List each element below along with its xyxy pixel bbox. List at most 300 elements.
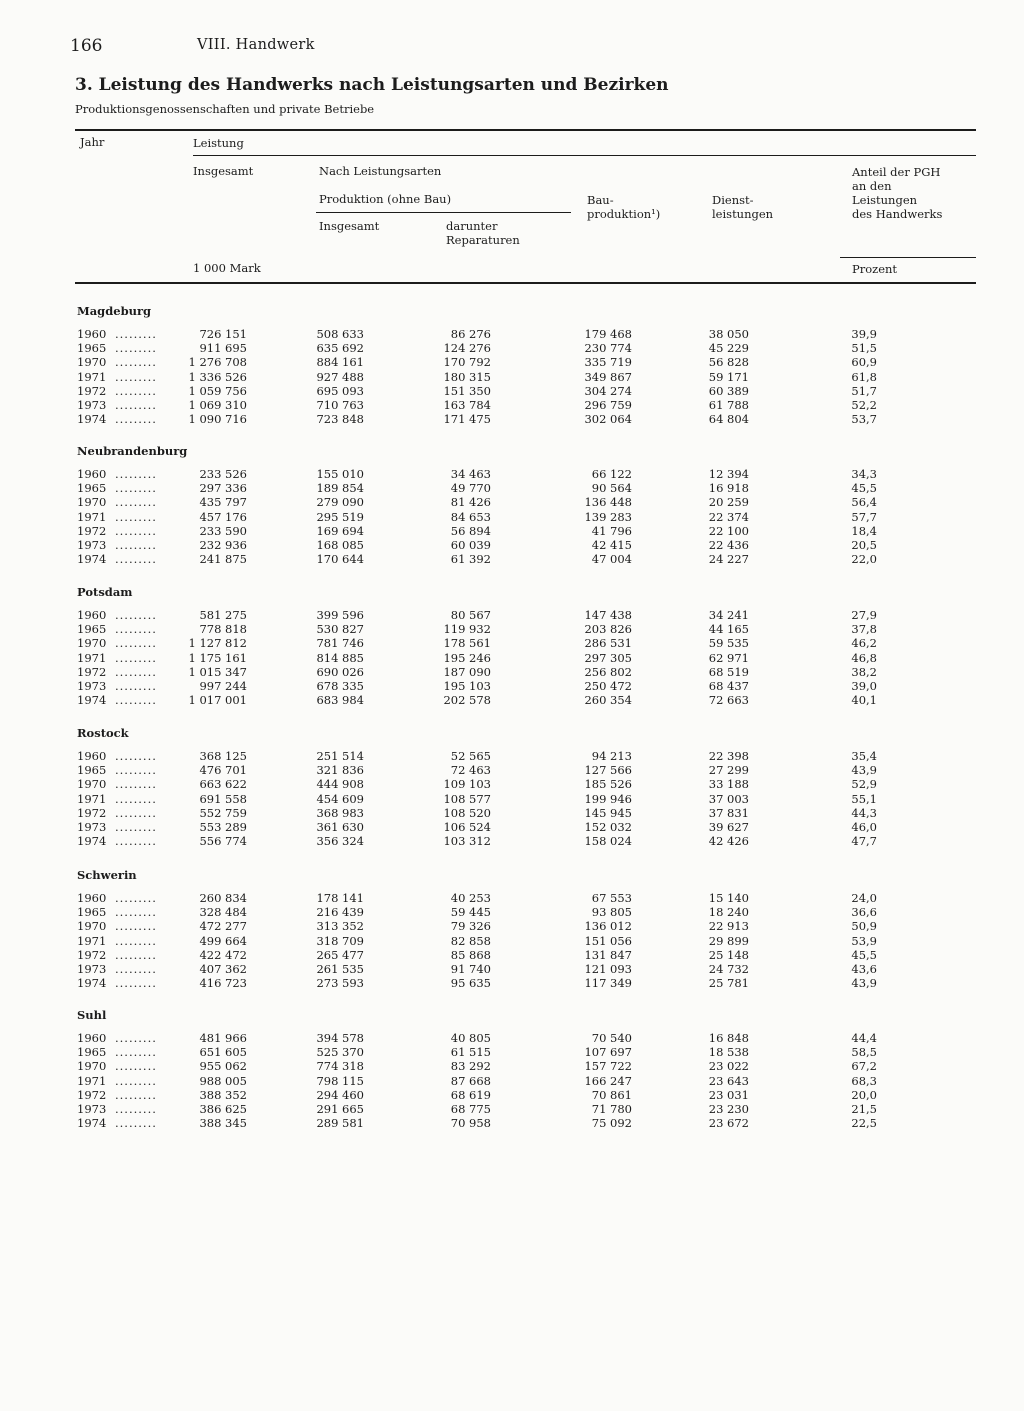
leader-dots: ......... — [115, 791, 157, 806]
cell-insgesamt: 726 151 — [199, 327, 247, 341]
col-darunter — [446, 219, 520, 247]
col-darunter-line2: Reparaturen — [446, 233, 520, 247]
cell-anteil-pgh: 46,2 — [851, 636, 877, 651]
col-anteil-pgh — [852, 165, 942, 221]
cell-insgesamt: 663 622 — [199, 777, 247, 792]
cell-reparaturen: 202 578 — [443, 693, 491, 708]
cell-dienstleistungen: 23 230 — [708, 1102, 749, 1116]
cell-produktion: 361 630 — [316, 820, 364, 834]
leader-dots: ......... — [115, 947, 157, 962]
cell-anteil-pgh: 40,1 — [851, 693, 877, 708]
cell-insgesamt: 416 723 — [199, 976, 247, 991]
leader-dots: ......... — [115, 412, 157, 427]
cell-insgesamt: 691 558 — [199, 791, 247, 806]
cell-dienstleistungen: 39 627 — [708, 820, 749, 834]
cell-insgesamt: 778 818 — [199, 622, 247, 637]
cell-anteil-pgh: 36,6 — [851, 905, 877, 920]
leader-dots: ......... — [115, 1059, 157, 1074]
leader-dots: ......... — [115, 820, 157, 834]
cell-bauproduktion: 230 774 — [584, 341, 632, 356]
col-anteil-line1: Anteil der PGH — [852, 165, 941, 179]
cell-produktion: 814 885 — [316, 650, 364, 665]
col-bauproduktion — [587, 193, 660, 221]
cell-dienstleistungen: 56 828 — [708, 355, 749, 370]
cell-produktion: 444 908 — [316, 777, 364, 792]
leader-dots: ......... — [115, 664, 157, 679]
region-heading: Suhl — [77, 1008, 107, 1022]
cell-bauproduktion: 75 092 — [591, 1116, 632, 1131]
cell-insgesamt: 1 059 756 — [188, 383, 247, 398]
cell-reparaturen: 95 635 — [450, 976, 491, 991]
cell-produktion: 508 633 — [316, 327, 364, 341]
cell-reparaturen: 87 668 — [450, 1073, 491, 1088]
cell-anteil-pgh: 68,3 — [851, 1073, 877, 1088]
cell-dienstleistungen: 23 672 — [708, 1116, 749, 1131]
cell-anteil-pgh: 43,9 — [851, 976, 877, 991]
leader-dots: ......... — [115, 622, 157, 637]
cell-dienstleistungen: 59 535 — [708, 636, 749, 651]
leader-dots: ......... — [115, 523, 157, 538]
cell-produktion: 318 709 — [316, 933, 364, 948]
cell-produktion: 723 848 — [316, 412, 364, 427]
cell-produktion: 798 115 — [316, 1073, 364, 1088]
cell-anteil-pgh: 20,0 — [851, 1087, 877, 1102]
cell-dienstleistungen: 72 663 — [708, 693, 749, 708]
cell-dienstleistungen: 59 171 — [708, 369, 749, 384]
cell-bauproduktion: 67 553 — [591, 891, 632, 905]
leader-dots: ......... — [115, 355, 157, 370]
cell-dienstleistungen: 12 394 — [708, 467, 749, 481]
cell-reparaturen: 40 253 — [450, 891, 491, 905]
cell-reparaturen: 103 312 — [443, 834, 491, 849]
cell-insgesamt: 1 276 708 — [188, 355, 247, 370]
cell-produktion: 169 694 — [316, 523, 364, 538]
year-cell: 1971 — [77, 1073, 107, 1088]
year-cell: 1973 — [77, 538, 107, 552]
cell-anteil-pgh: 51,7 — [851, 383, 877, 398]
leader-dots: ......... — [115, 962, 157, 976]
cell-anteil-pgh: 46,8 — [851, 650, 877, 665]
cell-produktion: 295 519 — [316, 509, 364, 524]
cell-anteil-pgh: 39,9 — [851, 327, 877, 341]
cell-bauproduktion: 151 056 — [584, 933, 632, 948]
leistung-rule — [193, 155, 976, 156]
table-title: 3. Leistung des Handwerks nach Leistungsarten und Bezirken — [75, 75, 669, 95]
cell-anteil-pgh: 61,8 — [851, 369, 877, 384]
cell-anteil-pgh: 22,5 — [851, 1116, 877, 1131]
cell-produktion: 710 763 — [316, 398, 364, 412]
cell-reparaturen: 59 445 — [450, 905, 491, 920]
cell-insgesamt: 386 625 — [199, 1102, 247, 1116]
leader-dots: ......... — [115, 749, 157, 763]
cell-produktion: 168 085 — [316, 538, 364, 552]
cell-reparaturen: 82 858 — [450, 933, 491, 948]
cell-bauproduktion: 94 213 — [591, 749, 632, 763]
col-produktion-ohne-bau: Produktion (ohne Bau) — [319, 192, 452, 206]
unit-mark: 1 000 Mark — [193, 261, 261, 275]
year-cell: 1972 — [77, 1087, 107, 1102]
year-cell: 1970 — [77, 777, 107, 792]
cell-bauproduktion: 66 122 — [591, 467, 632, 481]
year-cell: 1974 — [77, 693, 107, 708]
leader-dots: ......... — [115, 679, 157, 693]
cell-insgesamt: 955 062 — [199, 1059, 247, 1074]
cell-insgesamt: 260 834 — [199, 891, 247, 905]
cell-produktion: 294 460 — [316, 1087, 364, 1102]
cell-insgesamt: 552 759 — [199, 805, 247, 820]
leader-dots: ......... — [115, 398, 157, 412]
cell-bauproduktion: 250 472 — [584, 679, 632, 693]
cell-anteil-pgh: 58,5 — [851, 1045, 877, 1060]
cell-reparaturen: 195 103 — [443, 679, 491, 693]
leader-dots: ......... — [115, 1031, 157, 1045]
cell-produktion: 884 161 — [316, 355, 364, 370]
col-leistung: Leistung — [193, 136, 244, 150]
cell-dienstleistungen: 15 140 — [708, 891, 749, 905]
cell-reparaturen: 151 350 — [443, 383, 491, 398]
year-cell: 1960 — [77, 1031, 107, 1045]
col-anteil-line3: Leistungen — [852, 193, 918, 207]
year-cell: 1974 — [77, 1116, 107, 1131]
cell-insgesamt: 472 277 — [199, 919, 247, 934]
cell-insgesamt: 1 015 347 — [188, 664, 247, 679]
cell-insgesamt: 499 664 — [199, 933, 247, 948]
cell-bauproduktion: 136 012 — [584, 919, 632, 934]
cell-dienstleistungen: 16 918 — [708, 481, 749, 496]
cell-anteil-pgh: 52,2 — [851, 398, 877, 412]
cell-anteil-pgh: 45,5 — [851, 481, 877, 496]
cell-produktion: 683 984 — [316, 693, 364, 708]
col-bau-line1: Bau- — [587, 193, 614, 207]
cell-bauproduktion: 42 415 — [591, 538, 632, 552]
cell-dienstleistungen: 22 100 — [708, 523, 749, 538]
cell-produktion: 635 692 — [316, 341, 364, 356]
header-bottom-rule — [75, 282, 976, 284]
cell-reparaturen: 163 784 — [443, 398, 491, 412]
cell-reparaturen: 109 103 — [443, 777, 491, 792]
cell-anteil-pgh: 20,5 — [851, 538, 877, 552]
cell-bauproduktion: 121 093 — [584, 962, 632, 976]
year-cell: 1970 — [77, 636, 107, 651]
cell-insgesamt: 407 362 — [199, 962, 247, 976]
cell-bauproduktion: 304 274 — [584, 383, 632, 398]
cell-insgesamt: 1 069 310 — [188, 398, 247, 412]
col-insgesamt: Insgesamt — [193, 164, 254, 178]
cell-reparaturen: 80 567 — [450, 608, 491, 622]
cell-reparaturen: 52 565 — [450, 749, 491, 763]
year-cell: 1974 — [77, 412, 107, 427]
cell-anteil-pgh: 52,9 — [851, 777, 877, 792]
cell-bauproduktion: 70 540 — [591, 1031, 632, 1045]
cell-bauproduktion: 41 796 — [591, 523, 632, 538]
cell-dienstleistungen: 24 732 — [708, 962, 749, 976]
cell-bauproduktion: 136 448 — [584, 495, 632, 510]
cell-reparaturen: 68 619 — [450, 1087, 491, 1102]
cell-insgesamt: 435 797 — [199, 495, 247, 510]
cell-produktion: 273 593 — [316, 976, 364, 991]
region-heading: Neubrandenburg — [77, 444, 188, 458]
cell-anteil-pgh: 53,7 — [851, 412, 877, 427]
cell-produktion: 279 090 — [316, 495, 364, 510]
region-heading: Rostock — [77, 726, 129, 740]
leader-dots: ......... — [115, 891, 157, 905]
year-cell: 1974 — [77, 976, 107, 991]
cell-insgesamt: 481 966 — [199, 1031, 247, 1045]
cell-anteil-pgh: 44,4 — [851, 1031, 877, 1045]
cell-dienstleistungen: 23 031 — [708, 1087, 749, 1102]
cell-reparaturen: 34 463 — [450, 467, 491, 481]
leader-dots: ......... — [115, 538, 157, 552]
cell-reparaturen: 61 392 — [450, 552, 491, 567]
cell-reparaturen: 79 326 — [450, 919, 491, 934]
leader-dots: ......... — [115, 933, 157, 948]
cell-insgesamt: 297 336 — [199, 481, 247, 496]
cell-insgesamt: 233 590 — [199, 523, 247, 538]
year-cell: 1973 — [77, 820, 107, 834]
leader-dots: ......... — [115, 495, 157, 510]
cell-reparaturen: 187 090 — [443, 664, 491, 679]
unit-rule — [840, 257, 976, 258]
cell-bauproduktion: 260 354 — [584, 693, 632, 708]
cell-dienstleistungen: 25 781 — [708, 976, 749, 991]
cell-insgesamt: 1 336 526 — [188, 369, 247, 384]
cell-insgesamt: 241 875 — [199, 552, 247, 567]
cell-produktion: 690 026 — [316, 664, 364, 679]
leader-dots: ......... — [115, 919, 157, 934]
cell-anteil-pgh: 45,5 — [851, 947, 877, 962]
cell-produktion: 356 324 — [316, 834, 364, 849]
leader-dots: ......... — [115, 467, 157, 481]
cell-produktion: 394 578 — [316, 1031, 364, 1045]
cell-bauproduktion: 93 805 — [591, 905, 632, 920]
cell-insgesamt: 1 017 001 — [188, 693, 247, 708]
cell-produktion: 781 746 — [316, 636, 364, 651]
cell-bauproduktion: 256 802 — [584, 664, 632, 679]
year-cell: 1960 — [77, 749, 107, 763]
cell-insgesamt: 457 176 — [199, 509, 247, 524]
col-nach-leistungsarten: Nach Leistungsarten — [319, 164, 442, 178]
year-cell: 1971 — [77, 933, 107, 948]
cell-bauproduktion: 139 283 — [584, 509, 632, 524]
cell-insgesamt: 388 352 — [199, 1087, 247, 1102]
cell-bauproduktion: 90 564 — [591, 481, 632, 496]
col-anteil-line4: des Handwerks — [852, 207, 943, 221]
col-dienst-line1: Dienst- — [712, 193, 754, 207]
leader-dots: ......... — [115, 369, 157, 384]
col-dienst-line2: leistungen — [712, 207, 774, 221]
year-cell: 1965 — [77, 905, 107, 920]
region-heading: Magdeburg — [77, 304, 152, 318]
cell-produktion: 155 010 — [316, 467, 364, 481]
cell-anteil-pgh: 21,5 — [851, 1102, 877, 1116]
year-cell: 1974 — [77, 834, 107, 849]
cell-produktion: 321 836 — [316, 763, 364, 778]
cell-dienstleistungen: 18 240 — [708, 905, 749, 920]
leader-dots: ......... — [115, 552, 157, 567]
year-cell: 1970 — [77, 919, 107, 934]
year-cell: 1960 — [77, 467, 107, 481]
year-cell: 1972 — [77, 383, 107, 398]
col-jahr: Jahr — [80, 135, 105, 149]
leader-dots: ......... — [115, 509, 157, 524]
cell-dienstleistungen: 25 148 — [708, 947, 749, 962]
leader-dots: ......... — [115, 1045, 157, 1060]
cell-produktion: 265 477 — [316, 947, 364, 962]
cell-anteil-pgh: 55,1 — [851, 791, 877, 806]
cell-reparaturen: 178 561 — [443, 636, 491, 651]
cell-insgesamt: 422 472 — [199, 947, 247, 962]
cell-bauproduktion: 158 024 — [584, 834, 632, 849]
col-darunter-line1: darunter — [446, 219, 498, 233]
cell-dienstleistungen: 44 165 — [708, 622, 749, 637]
cell-produktion: 170 644 — [316, 552, 364, 567]
cell-anteil-pgh: 47,7 — [851, 834, 877, 849]
cell-produktion: 251 514 — [316, 749, 364, 763]
year-cell: 1970 — [77, 495, 107, 510]
region-heading: Potsdam — [77, 585, 133, 599]
cell-bauproduktion: 131 847 — [584, 947, 632, 962]
produktion-rule — [316, 212, 571, 213]
leader-dots: ......... — [115, 777, 157, 792]
cell-dienstleistungen: 22 436 — [708, 538, 749, 552]
cell-reparaturen: 180 315 — [443, 369, 491, 384]
cell-bauproduktion: 335 719 — [584, 355, 632, 370]
cell-dienstleistungen: 37 003 — [708, 791, 749, 806]
leader-dots: ......... — [115, 650, 157, 665]
year-cell: 1965 — [77, 763, 107, 778]
cell-bauproduktion: 302 064 — [584, 412, 632, 427]
cell-produktion: 695 093 — [316, 383, 364, 398]
cell-bauproduktion: 203 826 — [584, 622, 632, 637]
cell-insgesamt: 556 774 — [199, 834, 247, 849]
cell-insgesamt: 1 090 716 — [188, 412, 247, 427]
cell-bauproduktion: 297 305 — [584, 650, 632, 665]
cell-bauproduktion: 179 468 — [584, 327, 632, 341]
leader-dots: ......... — [115, 693, 157, 708]
cell-produktion: 678 335 — [316, 679, 364, 693]
leader-dots: ......... — [115, 834, 157, 849]
leader-dots: ......... — [115, 1087, 157, 1102]
col-prod-insgesamt: Insgesamt — [319, 219, 380, 233]
cell-bauproduktion: 71 780 — [591, 1102, 632, 1116]
cell-bauproduktion: 185 526 — [584, 777, 632, 792]
cell-anteil-pgh: 43,9 — [851, 763, 877, 778]
year-cell: 1972 — [77, 947, 107, 962]
cell-bauproduktion: 152 032 — [584, 820, 632, 834]
year-cell: 1974 — [77, 552, 107, 567]
cell-bauproduktion: 296 759 — [584, 398, 632, 412]
leader-dots: ......... — [115, 608, 157, 622]
col-anteil-line2: an den — [852, 179, 892, 193]
cell-reparaturen: 83 292 — [450, 1059, 491, 1074]
leader-dots: ......... — [115, 341, 157, 356]
cell-dienstleistungen: 23 022 — [708, 1059, 749, 1074]
cell-dienstleistungen: 16 848 — [708, 1031, 749, 1045]
cell-anteil-pgh: 46,0 — [851, 820, 877, 834]
cell-insgesamt: 476 701 — [199, 763, 247, 778]
leader-dots: ......... — [115, 1116, 157, 1131]
year-cell: 1972 — [77, 664, 107, 679]
table-subtitle: Produktionsgenossenschaften und private Betriebe — [75, 102, 375, 116]
cell-anteil-pgh: 60,9 — [851, 355, 877, 370]
cell-dienstleistungen: 64 804 — [708, 412, 749, 427]
cell-insgesamt: 997 244 — [199, 679, 247, 693]
cell-produktion: 774 318 — [316, 1059, 364, 1074]
cell-reparaturen: 86 276 — [450, 327, 491, 341]
cell-reparaturen: 91 740 — [450, 962, 491, 976]
cell-dienstleistungen: 29 899 — [708, 933, 749, 948]
year-cell: 1973 — [77, 398, 107, 412]
cell-produktion: 216 439 — [316, 905, 364, 920]
cell-anteil-pgh: 38,2 — [851, 664, 877, 679]
region-heading: Schwerin — [77, 868, 137, 882]
cell-dienstleistungen: 42 426 — [708, 834, 749, 849]
cell-produktion: 291 665 — [316, 1102, 364, 1116]
cell-anteil-pgh: 18,4 — [851, 523, 877, 538]
cell-bauproduktion: 127 566 — [584, 763, 632, 778]
cell-insgesamt: 553 289 — [199, 820, 247, 834]
year-cell: 1970 — [77, 355, 107, 370]
cell-insgesamt: 651 605 — [199, 1045, 247, 1060]
cell-insgesamt: 233 526 — [199, 467, 247, 481]
year-cell: 1973 — [77, 1102, 107, 1116]
cell-reparaturen: 119 932 — [443, 622, 491, 637]
cell-dienstleistungen: 62 971 — [708, 650, 749, 665]
cell-dienstleistungen: 22 374 — [708, 509, 749, 524]
cell-insgesamt: 388 345 — [199, 1116, 247, 1131]
cell-anteil-pgh: 24,0 — [851, 891, 877, 905]
leader-dots: ......... — [115, 1102, 157, 1116]
cell-anteil-pgh: 34,3 — [851, 467, 877, 481]
cell-insgesamt: 232 936 — [199, 538, 247, 552]
cell-produktion: 189 854 — [316, 481, 364, 496]
cell-dienstleistungen: 61 788 — [708, 398, 749, 412]
cell-bauproduktion: 147 438 — [584, 608, 632, 622]
cell-bauproduktion: 157 722 — [584, 1059, 632, 1074]
cell-dienstleistungen: 33 188 — [708, 777, 749, 792]
cell-insgesamt: 1 175 161 — [188, 650, 247, 665]
cell-reparaturen: 84 653 — [450, 509, 491, 524]
col-dienstleistungen — [712, 193, 773, 221]
leader-dots: ......... — [115, 1073, 157, 1088]
leader-dots: ......... — [115, 805, 157, 820]
cell-anteil-pgh: 43,6 — [851, 962, 877, 976]
cell-reparaturen: 70 958 — [450, 1116, 491, 1131]
year-cell: 1973 — [77, 962, 107, 976]
year-cell: 1960 — [77, 608, 107, 622]
cell-insgesamt: 581 275 — [199, 608, 247, 622]
cell-dienstleistungen: 18 538 — [708, 1045, 749, 1060]
cell-produktion: 530 827 — [316, 622, 364, 637]
cell-bauproduktion: 199 946 — [584, 791, 632, 806]
cell-produktion: 261 535 — [316, 962, 364, 976]
cell-dienstleistungen: 45 229 — [708, 341, 749, 356]
year-cell: 1965 — [77, 481, 107, 496]
year-cell: 1971 — [77, 650, 107, 665]
cell-insgesamt: 988 005 — [199, 1073, 247, 1088]
cell-reparaturen: 49 770 — [450, 481, 491, 496]
year-cell: 1970 — [77, 1059, 107, 1074]
cell-anteil-pgh: 39,0 — [851, 679, 877, 693]
cell-insgesamt: 911 695 — [199, 341, 247, 356]
cell-anteil-pgh: 67,2 — [851, 1059, 877, 1074]
cell-reparaturen: 170 792 — [443, 355, 491, 370]
cell-reparaturen: 81 426 — [450, 495, 491, 510]
cell-produktion: 927 488 — [316, 369, 364, 384]
cell-anteil-pgh: 22,0 — [851, 552, 877, 567]
cell-produktion: 289 581 — [316, 1116, 364, 1131]
unit-prozent: Prozent — [852, 262, 898, 276]
